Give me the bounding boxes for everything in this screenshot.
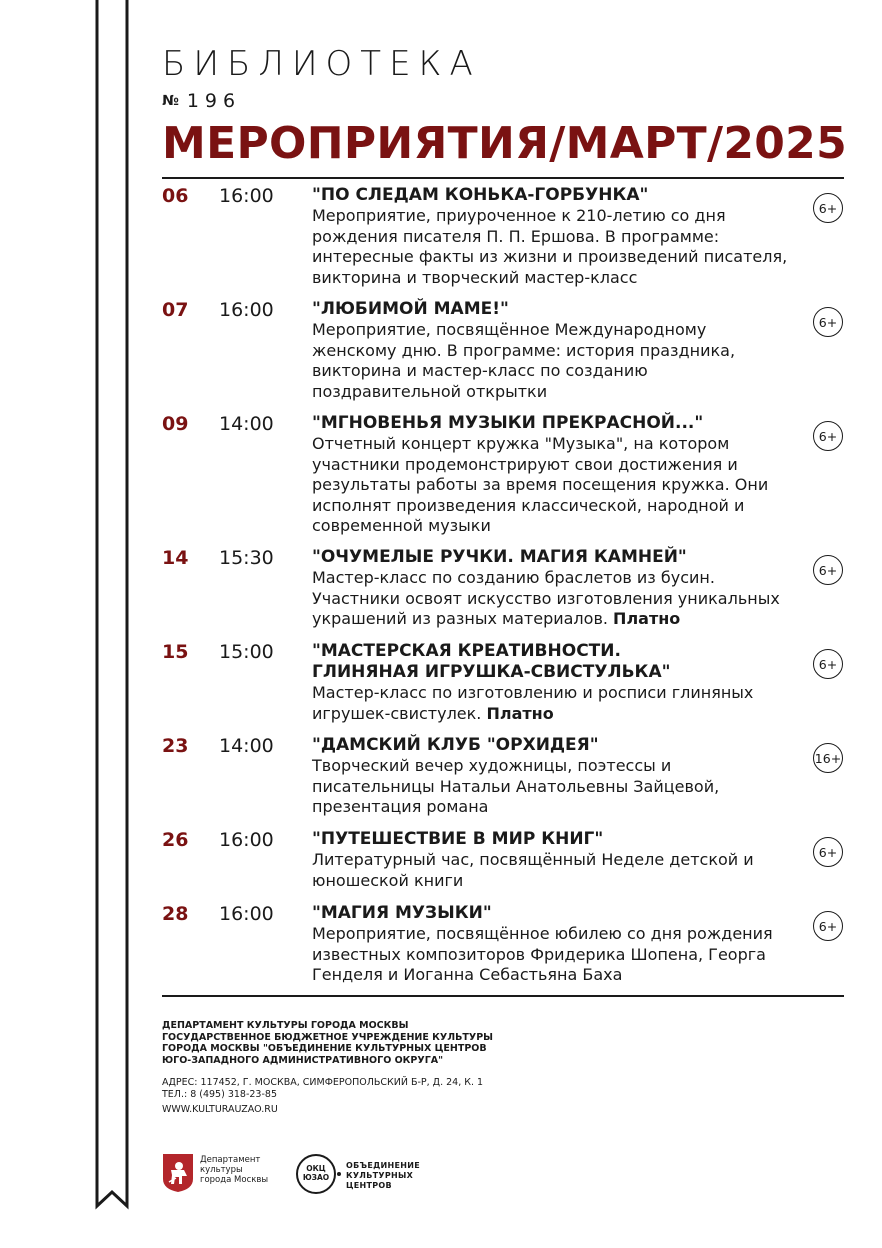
event-time: 15:00 bbox=[219, 641, 274, 663]
event-description: Мастер-класс по созданию браслетов из бусин. Участники освоят искусство изготовления уникальных украшений из разных материалов. Платно bbox=[312, 568, 780, 628]
bookmark-ribbon-decoration bbox=[95, 0, 129, 1210]
event-title: "МАГИЯ МУЗЫКИ" bbox=[312, 903, 492, 923]
okc-logo-text: ОБЪЕДИНЕНИЕ КУЛЬТУРНЫХ ЦЕНТРОВ bbox=[346, 1161, 421, 1190]
event-time: 15:30 bbox=[219, 547, 274, 569]
bottom-divider bbox=[162, 995, 844, 997]
event-title: "МАСТЕРСКАЯ КРЕАТИВНОСТИ. ГЛИНЯНАЯ ИГРУШКА-СВИСТУЛЬКА" bbox=[312, 641, 671, 682]
page-title: МЕРОПРИЯТИЯ/МАРТ/2025 bbox=[162, 118, 847, 169]
event-description: Мероприятие, приуроченное к 210-летию со дня рождения писателя П. П. Ершова. В программе: интересные факты из жизни и произведений писателя, викторина и творческий мастер-класс bbox=[312, 206, 788, 287]
age-rating-badge: 16+ bbox=[813, 743, 843, 773]
age-rating-badge: 6+ bbox=[813, 307, 843, 337]
event-time: 16:00 bbox=[219, 185, 274, 207]
event-title: "ПО СЛЕДАМ КОНЬКА-ГОРБУНКА" bbox=[312, 185, 649, 205]
number-sign: № bbox=[162, 93, 181, 109]
event-description: Мероприятие, посвящённое Международному женскому дню. В программе: история праздника, викторина и мастер-класс по созданию поздравительной открытки bbox=[312, 320, 736, 401]
event-date: 06 bbox=[162, 185, 189, 207]
event-description: Мероприятие, посвящённое юбилею со дня рождения известных композиторов Фридерика Шопена, Георга Генделя и Иоганна Себастьяна Баха bbox=[312, 924, 773, 984]
website-link[interactable]: WWW.KULTURAUZAO.RU bbox=[162, 1104, 278, 1115]
okc-logo-abbreviation: ОКЦ ЮЗАО bbox=[302, 1164, 330, 1182]
event-date: 15 bbox=[162, 641, 189, 663]
event-title: "ПУТЕШЕСТВИЕ В МИР КНИГ" bbox=[312, 829, 604, 849]
okc-uzao-logo bbox=[296, 1153, 446, 1195]
event-title: "ДАМСКИЙ КЛУБ "ОРХИДЕЯ" bbox=[312, 735, 599, 755]
event-date: 23 bbox=[162, 735, 189, 757]
paid-label: Платно bbox=[486, 703, 554, 723]
event-time: 16:00 bbox=[219, 829, 274, 851]
paid-label: Платно bbox=[613, 609, 681, 628]
event-title: "МГНОВЕНЬЯ МУЗЫКИ ПРЕКРАСНОЙ..." bbox=[312, 413, 704, 433]
event-description: Литературный час, посвящённый Неделе детской и юношеской книги bbox=[312, 850, 754, 890]
organization-name: ДЕПАРТАМЕНТ КУЛЬТУРЫ ГОРОДА МОСКВЫ ГОСУДАРСТВЕННОЕ БЮДЖЕТНОЕ УЧРЕЖДЕНИЕ КУЛЬТУРЫ ГОРОДА МОСКВЫ "ОБЪЕДИНЕНИЕ КУЛЬТУРНЫХ ЦЕНТРОВ ЮГО-ЗАПАДНОГО АДМИНИСТРАТИВНОГО ОКРУГА" bbox=[162, 1020, 493, 1066]
age-rating-badge: 6+ bbox=[813, 193, 843, 223]
event-date: 14 bbox=[162, 547, 189, 569]
age-rating-badge: 6+ bbox=[813, 555, 843, 585]
age-rating-badge: 6+ bbox=[813, 649, 843, 679]
age-rating-badge: 6+ bbox=[813, 837, 843, 867]
event-description: Отчетный концерт кружка "Музыка", на котором участники продемонстрируют свои достижения и результаты работы за время посещения кружка. Они исполнят произведения классической, народной и современной музыки bbox=[312, 434, 769, 535]
event-description: Творческий вечер художницы, поэтессы и писательницы Натальи Анатольевны Зайцевой, презентация романа bbox=[312, 756, 720, 816]
moscow-coat-of-arms-icon bbox=[162, 1153, 194, 1193]
library-number bbox=[162, 90, 241, 112]
event-title: "ОЧУМЕЛЫЕ РУЧКИ. МАГИЯ КАМНЕЙ" bbox=[312, 547, 687, 567]
age-rating-badge: 6+ bbox=[813, 911, 843, 941]
top-divider bbox=[162, 177, 844, 179]
library-number-value: 196 bbox=[186, 90, 242, 112]
culture-department-logo-text: Департамент культуры города Москвы bbox=[200, 1155, 269, 1185]
event-date: 28 bbox=[162, 903, 189, 925]
event-date: 26 bbox=[162, 829, 189, 851]
okc-logo-dot bbox=[337, 1172, 341, 1176]
event-date: 09 bbox=[162, 413, 189, 435]
event-time: 16:00 bbox=[219, 903, 274, 925]
age-rating-badge: 6+ bbox=[813, 421, 843, 451]
event-title: "ЛЮБИМОЙ МАМЕ!" bbox=[312, 299, 509, 319]
culture-department-logo bbox=[162, 1153, 272, 1195]
event-time: 14:00 bbox=[219, 413, 274, 435]
event-description: Мастер-класс по изготовлению и росписи глиняных игрушек-свистулек. Платно bbox=[312, 683, 754, 723]
event-time: 14:00 bbox=[219, 735, 274, 757]
address-and-phone: АДРЕС: 117452, Г. МОСКВА, СИМФЕРОПОЛЬСКИЙ Б-Р, Д. 24, К. 1 ТЕЛ.: 8 (495) 318-23-85 bbox=[162, 1077, 484, 1100]
event-date: 07 bbox=[162, 299, 189, 321]
event-time: 16:00 bbox=[219, 299, 274, 321]
library-name: БИБЛИОТЕКА bbox=[162, 44, 481, 84]
